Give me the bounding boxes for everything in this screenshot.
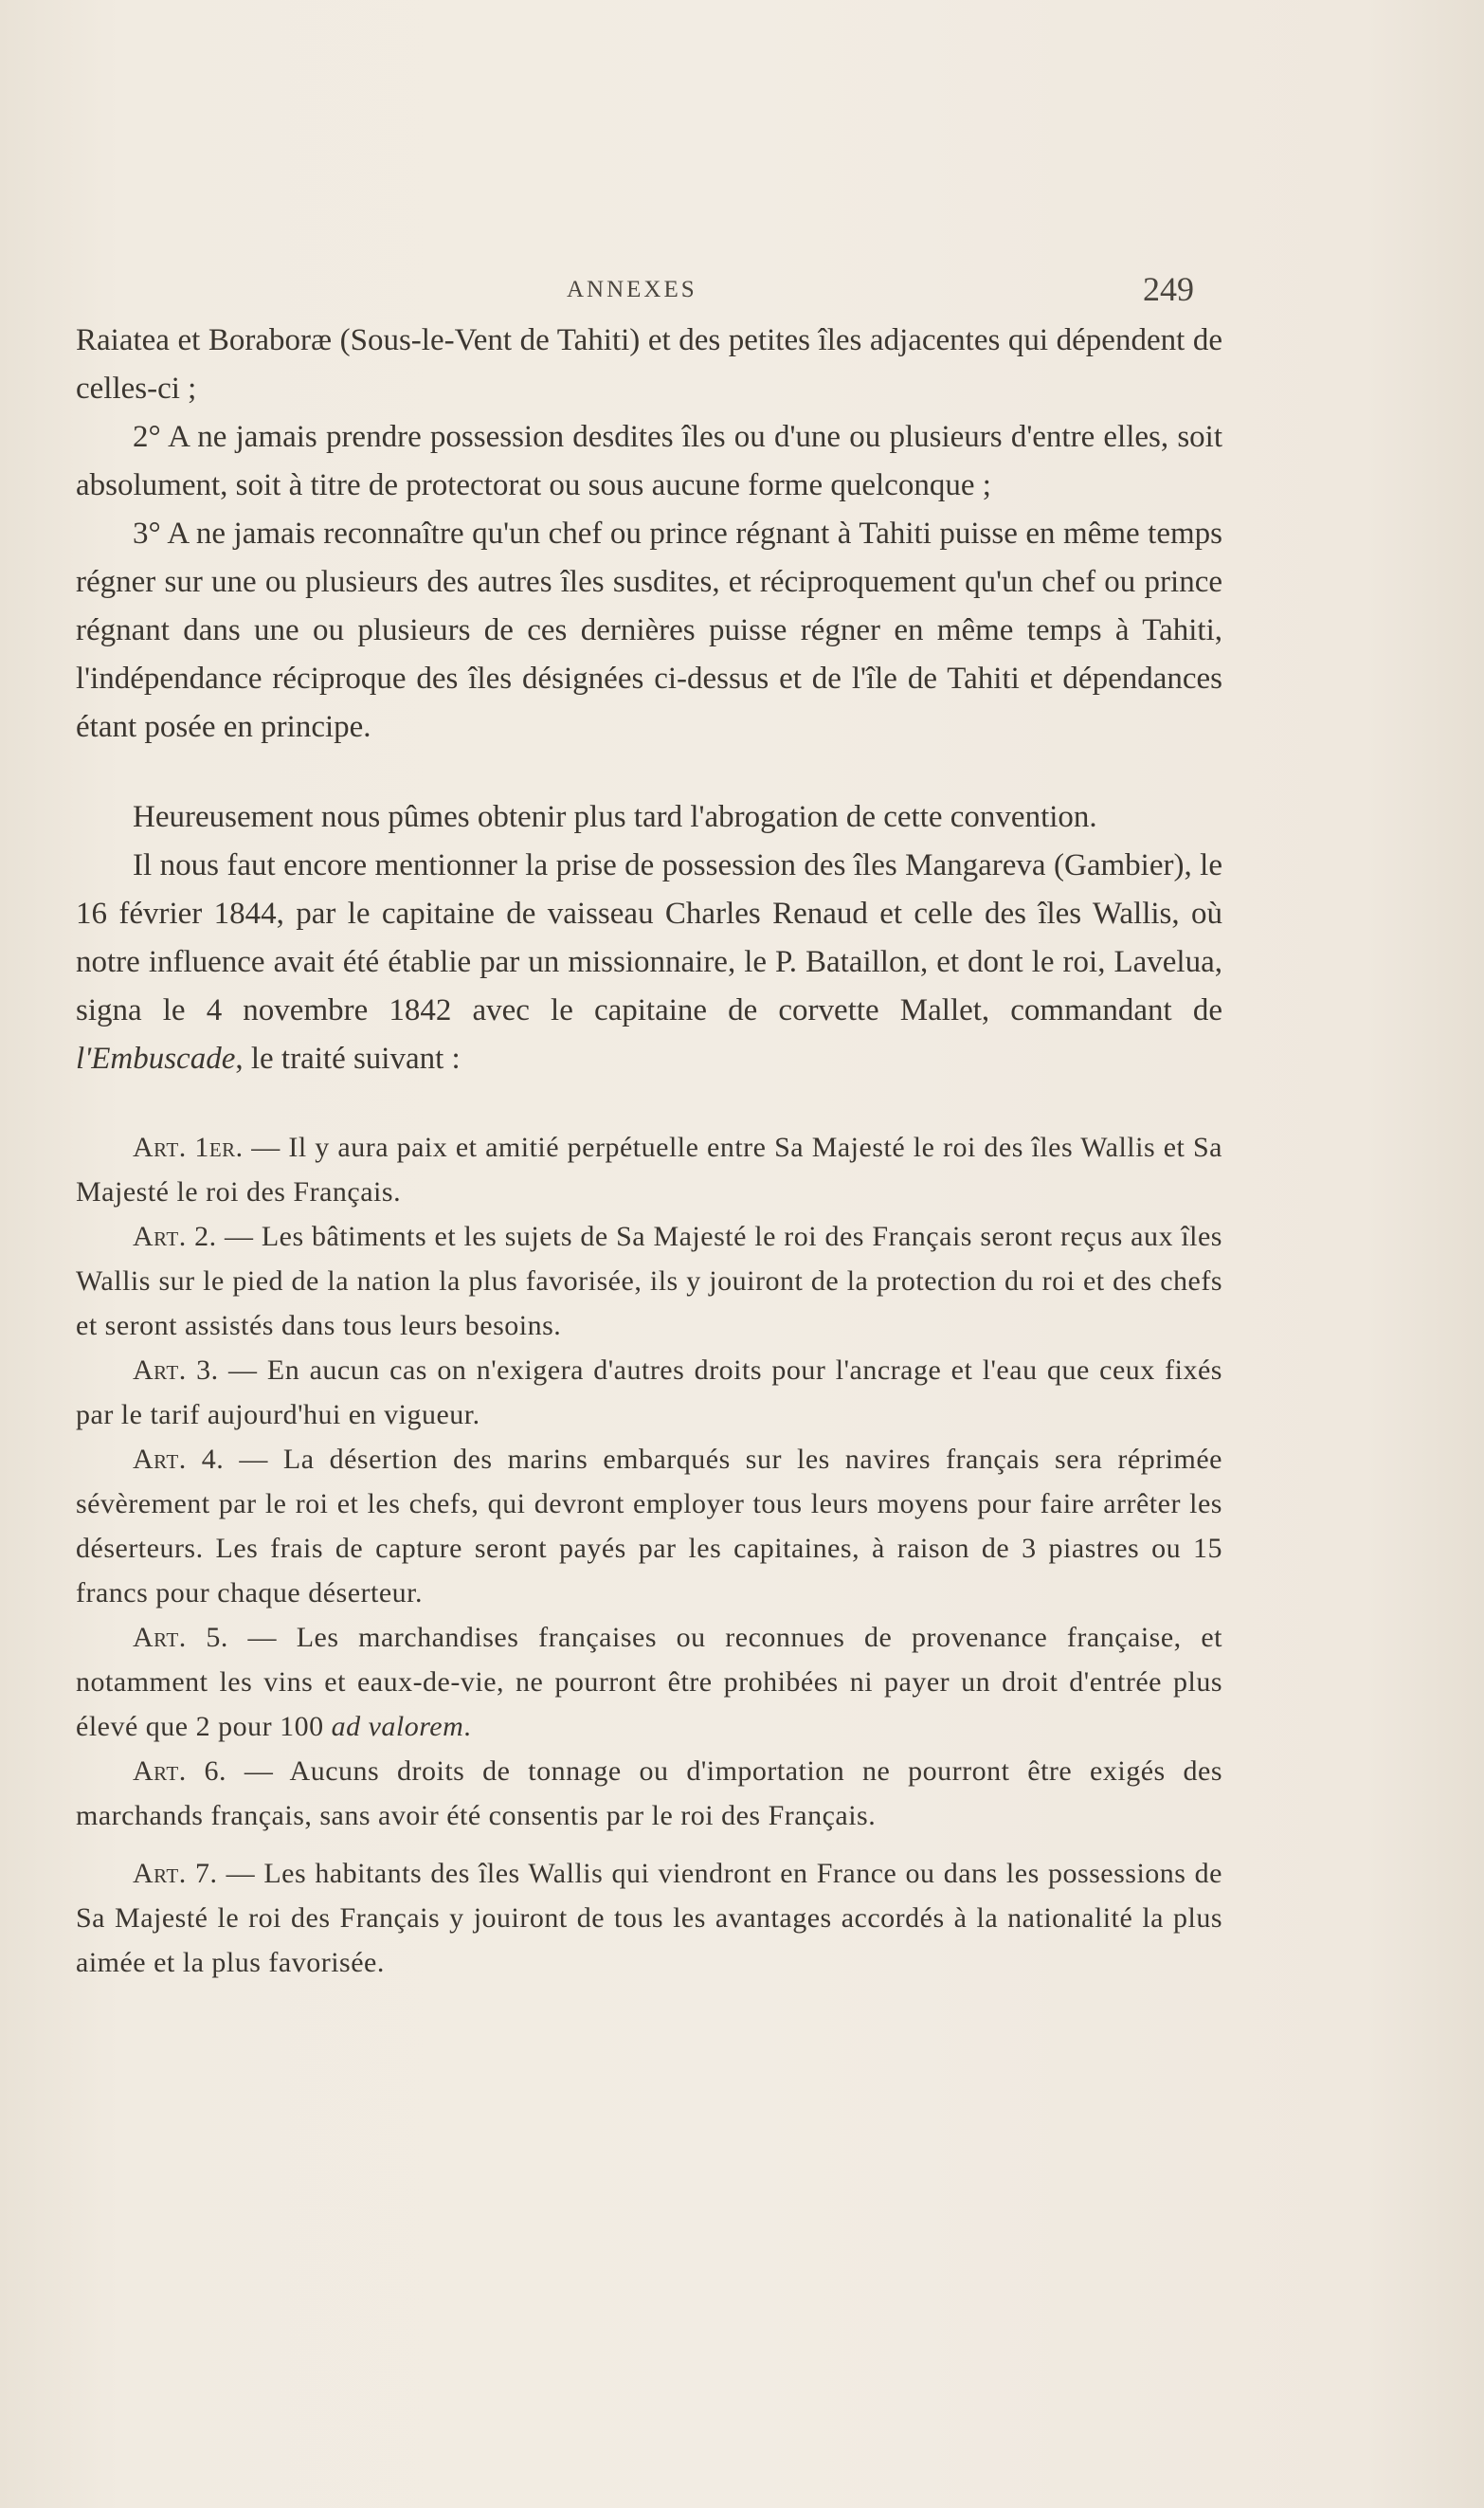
article-3	[76, 1348, 1222, 1437]
paragraph-abrogation: Heureusement nous pûmes obtenir plus tard l'abrogation de cette convention.	[133, 800, 1097, 834]
spacer	[76, 1083, 1222, 1125]
page-header	[0, 270, 1484, 318]
article-text: — Il y aura paix et amitié perpétuelle entre Sa Majesté le roi des îles Wallis et Sa Majesté le roi des Français.	[76, 1132, 1222, 1208]
article-7	[76, 1851, 1222, 1985]
spacer	[76, 1838, 1222, 1851]
article-6	[76, 1749, 1222, 1838]
article-text: — La désertion des marins embarqués sur les navires français sera réprimée sévèrement par le roi et les chefs, qui devront employer tous leurs moyens pour faire arrêter les déserteurs. Les frais de capture seront payés par les capitaines, à raison de 3 piastres ou 15 francs pour chaque déserteur.	[76, 1444, 1222, 1608]
paragraph-possessions-text: Il nous faut encore mentionner la prise de possession des îles Mangareva (Gambier), le 16 février 1844, par le capitaine de vaisseau Charles Renaud et celle des îles Wallis, où notre influence avait été établie par un missionnaire, le P. Bataillon, et dont le roi, Lavelua, signa le 4 novembre 1842 avec le capitaine de corvette Mallet, commandant de	[76, 848, 1222, 1027]
article-2	[76, 1214, 1222, 1348]
article-5-italic: ad valorem	[331, 1711, 464, 1742]
article-text: — Aucuns droits de tonnage ou d'importation ne pourront être exigés des marchands français, sans avoir été consentis par le roi des Français.	[76, 1755, 1222, 1831]
article-text: — Les marchandises françaises ou reconnues de provenance française, et notamment les vins et eaux-de-vie, ne pourront être prohibées ni payer un droit d'entrée plus élevé que 2 pour 100	[76, 1622, 1222, 1742]
article-label: Art. 2.	[133, 1221, 217, 1252]
article-5	[76, 1615, 1222, 1749]
article-1	[76, 1125, 1222, 1214]
article-label: Art. 1er.	[133, 1132, 244, 1163]
page-number: 249	[1143, 270, 1194, 308]
article-label: Art. 5.	[133, 1622, 228, 1653]
article-text: — En aucun cas on n'exigera d'autres droits pour l'ancrage et l'eau que ceux fixés par le tarif aujourd'hui en vigueur.	[76, 1354, 1222, 1430]
article-5-end: .	[463, 1711, 472, 1742]
article-text: — Les bâtiments et les sujets de Sa Majesté le roi des Français seront reçus aux îles Wallis sur le pied de la nation la plus favorisée, ils y jouiront de la protection du roi et des chefs et seront assistés dans tous leurs besoins.	[76, 1221, 1222, 1341]
paragraph-possessions	[76, 842, 1222, 1083]
article-label: Art. 6.	[133, 1755, 227, 1787]
paragraph-possessions-end: , le traité suivant :	[235, 1042, 461, 1076]
article-label: Art. 7.	[133, 1858, 218, 1889]
spacer	[76, 752, 1222, 793]
paragraph-item-3: 3° A ne jamais reconnaître qu'un chef ou prince régnant à Tahiti puisse en même temps régner sur une ou plusieurs des autres îles susdites, et réciproquement qu'un chef ou prince régnant dans une ou plusieurs de ces dernières puisse régner en même temps à Tahiti, l'indépendance réciproque des îles désignées ci-dessus et de l'île de Tahiti et dépendances étant posée en principe.	[76, 517, 1222, 744]
article-text: — Les habitants des îles Wallis qui viendront en France ou dans les possessions de Sa Majesté le roi des Français y jouiront de tous les avantages accordés à la nationalité la plus aimée et la plus favorisée.	[76, 1858, 1223, 1978]
running-title: ANNEXES	[567, 277, 697, 302]
article-4	[76, 1437, 1222, 1615]
paragraph-continuation: Raiatea et Boraboræ (Sous-le-Vent de Tahiti) et des petites îles adjacentes qui dépendent de celles-ci ;	[76, 323, 1222, 406]
body-text	[76, 317, 1222, 1985]
treaty-articles	[76, 1125, 1222, 1985]
article-label: Art. 3.	[133, 1354, 219, 1386]
ship-name: l'Embuscade	[76, 1042, 236, 1076]
paragraph-item-2: 2° A ne jamais prendre possession desdites îles ou d'une ou plusieurs d'entre elles, soit absolument, soit à titre de protectorat ou sous aucune forme quelconque ;	[76, 420, 1222, 502]
article-label: Art. 4.	[133, 1444, 225, 1475]
